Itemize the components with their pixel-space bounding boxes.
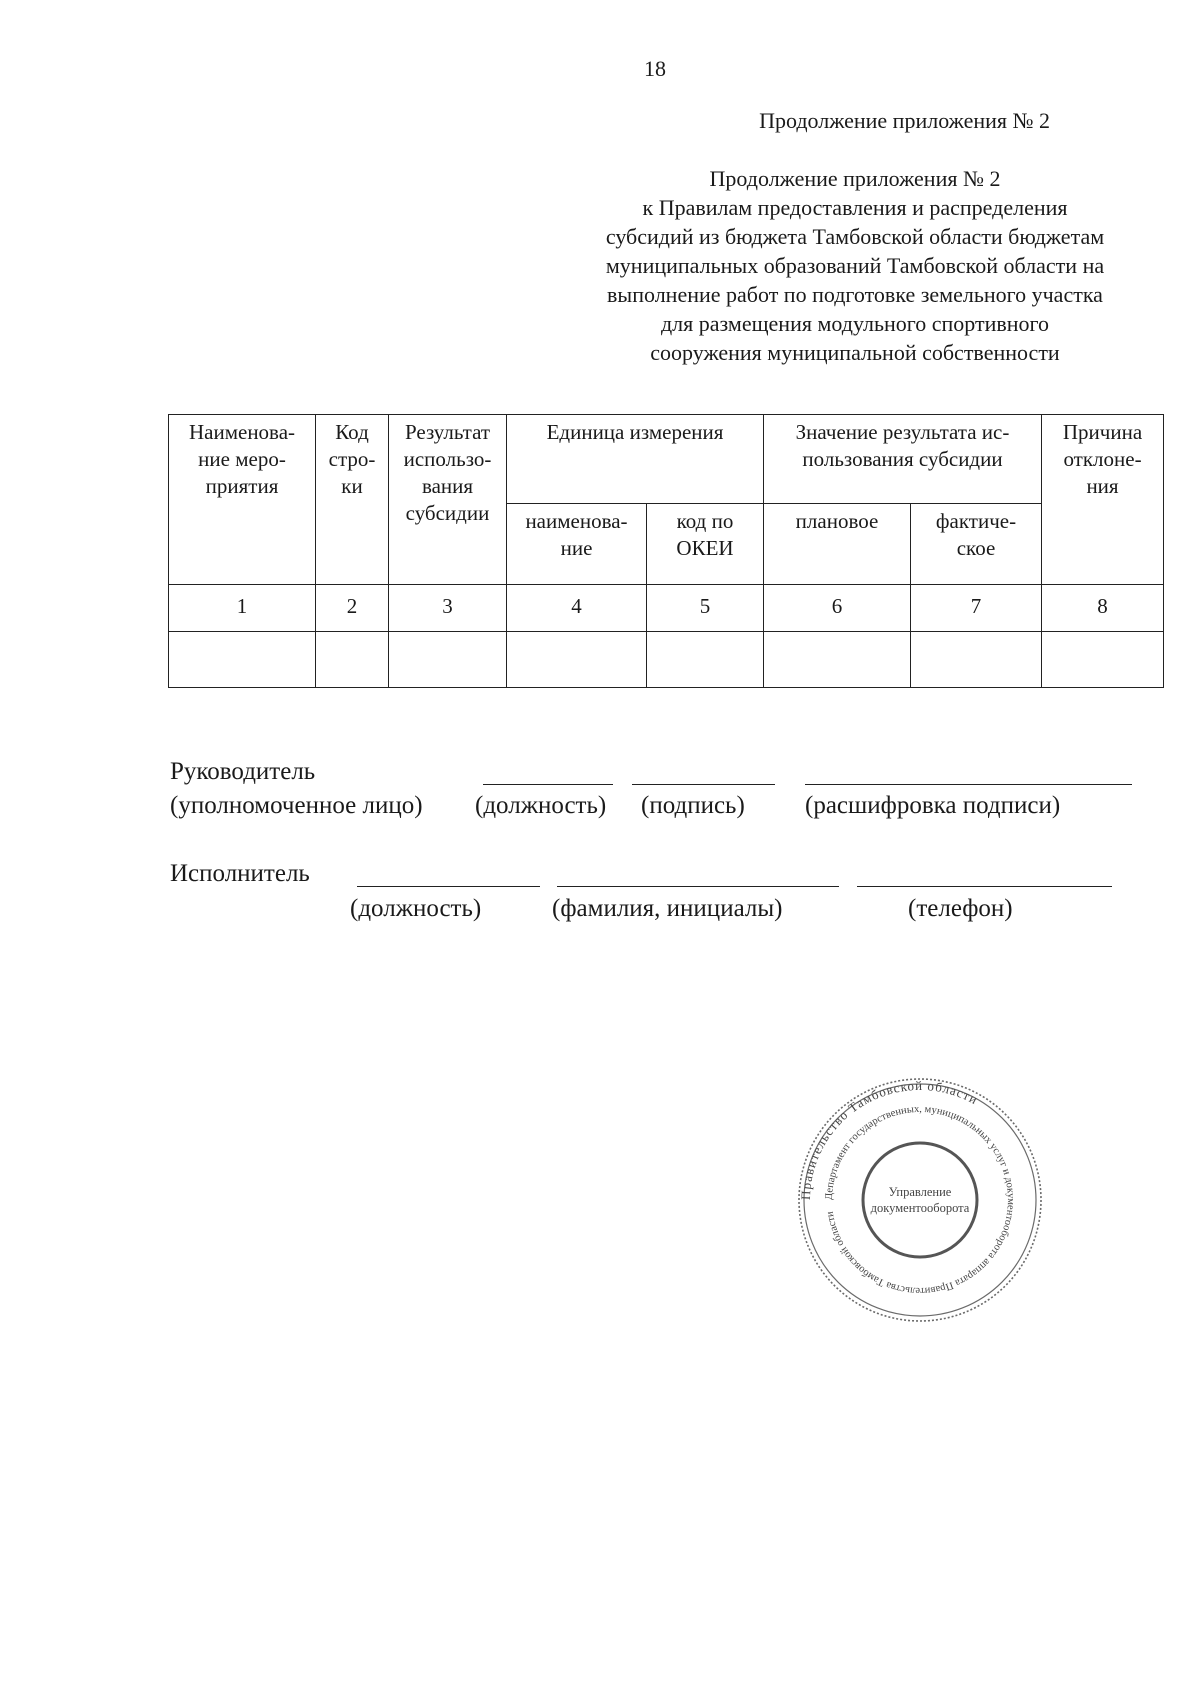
head-position-caption: (должность) <box>475 792 607 819</box>
executor-name-caption: (фамилия, инициалы) <box>552 895 783 922</box>
column-number: 7 <box>911 585 1042 632</box>
official-stamp <box>795 1075 1045 1325</box>
results-table <box>168 414 1164 688</box>
empty-cell <box>764 632 911 688</box>
column-number: 4 <box>507 585 647 632</box>
header-line: субсидий из бюджета Тамбовской области бюджетам <box>605 224 1105 249</box>
col-event-name: Наименова- ние меро- приятия <box>169 415 316 585</box>
header-line: выполнение работ по подготовке земельного участка <box>607 282 1103 307</box>
executor-position-line <box>357 862 540 887</box>
executor-phone-caption: (телефон) <box>908 895 1013 922</box>
col-unit-name: наименова- ние <box>507 504 647 585</box>
head-label: Руководитель <box>170 758 316 785</box>
empty-cell <box>316 632 389 688</box>
col-result: Результат использо- вания субсидии <box>389 415 507 585</box>
empty-cell <box>507 632 647 688</box>
signature-line <box>632 760 775 785</box>
header-line: для размещения модульного спортивного <box>660 311 1050 336</box>
continuation-label: Продолжение приложения № 2 <box>759 108 1050 133</box>
executor-label: Исполнитель <box>170 860 310 887</box>
column-number: 6 <box>764 585 911 632</box>
head-signature-caption: (подпись) <box>641 792 745 819</box>
column-number: 8 <box>1042 585 1164 632</box>
col-reason: Причина отклоне- ния <box>1042 415 1164 585</box>
column-number: 5 <box>647 585 764 632</box>
empty-cell <box>911 632 1042 688</box>
stamp-outer-ring-text: Правительство Тамбовской области <box>797 1077 981 1201</box>
table-header-row <box>169 415 1164 504</box>
column-number: 3 <box>389 585 507 632</box>
col-value-group: Значение результата ис- пользования субсидии <box>764 415 1042 504</box>
head-sublabel: (уполномоченное лицо) <box>170 792 423 819</box>
col-actual: фактиче- ское <box>911 504 1042 585</box>
head-decoding-caption: (расшифровка подписи) <box>805 792 1061 819</box>
appendix-header <box>560 164 1150 367</box>
empty-cell <box>389 632 507 688</box>
header-line: сооружения муниципальной собственности <box>650 340 1060 365</box>
executor-position-caption: (должность) <box>350 895 482 922</box>
decoding-line <box>805 760 1132 785</box>
executor-phone-line <box>857 862 1112 887</box>
executor-name-line <box>557 862 839 887</box>
col-unit-group: Единица измерения <box>507 415 764 504</box>
header-line: к Правилам предоставления и распределения <box>642 195 1068 220</box>
col-unit-code: код по ОКЕИ <box>647 504 764 585</box>
header-line: муниципальных образований Тамбовской области на <box>605 253 1105 278</box>
col-planned: плановое <box>764 504 911 585</box>
table-row <box>169 585 1164 632</box>
table-row <box>169 632 1164 688</box>
empty-cell <box>1042 632 1164 688</box>
stamp-center-line: документооборота <box>870 1201 970 1215</box>
header-line: Продолжение приложения № 2 <box>709 166 1001 191</box>
empty-cell <box>647 632 764 688</box>
position-line <box>483 760 613 785</box>
empty-cell <box>169 632 316 688</box>
stamp-inner-ring-text: Департамент государственных, муниципальных услуг и документооборота аппарата Правительства Тамбовской области <box>823 1103 1017 1297</box>
stamp-center-line: Управление <box>888 1185 952 1199</box>
page-number: 18 <box>644 56 666 81</box>
column-number: 2 <box>316 585 389 632</box>
col-row-code: Код стро- ки <box>316 415 389 585</box>
column-number: 1 <box>169 585 316 632</box>
